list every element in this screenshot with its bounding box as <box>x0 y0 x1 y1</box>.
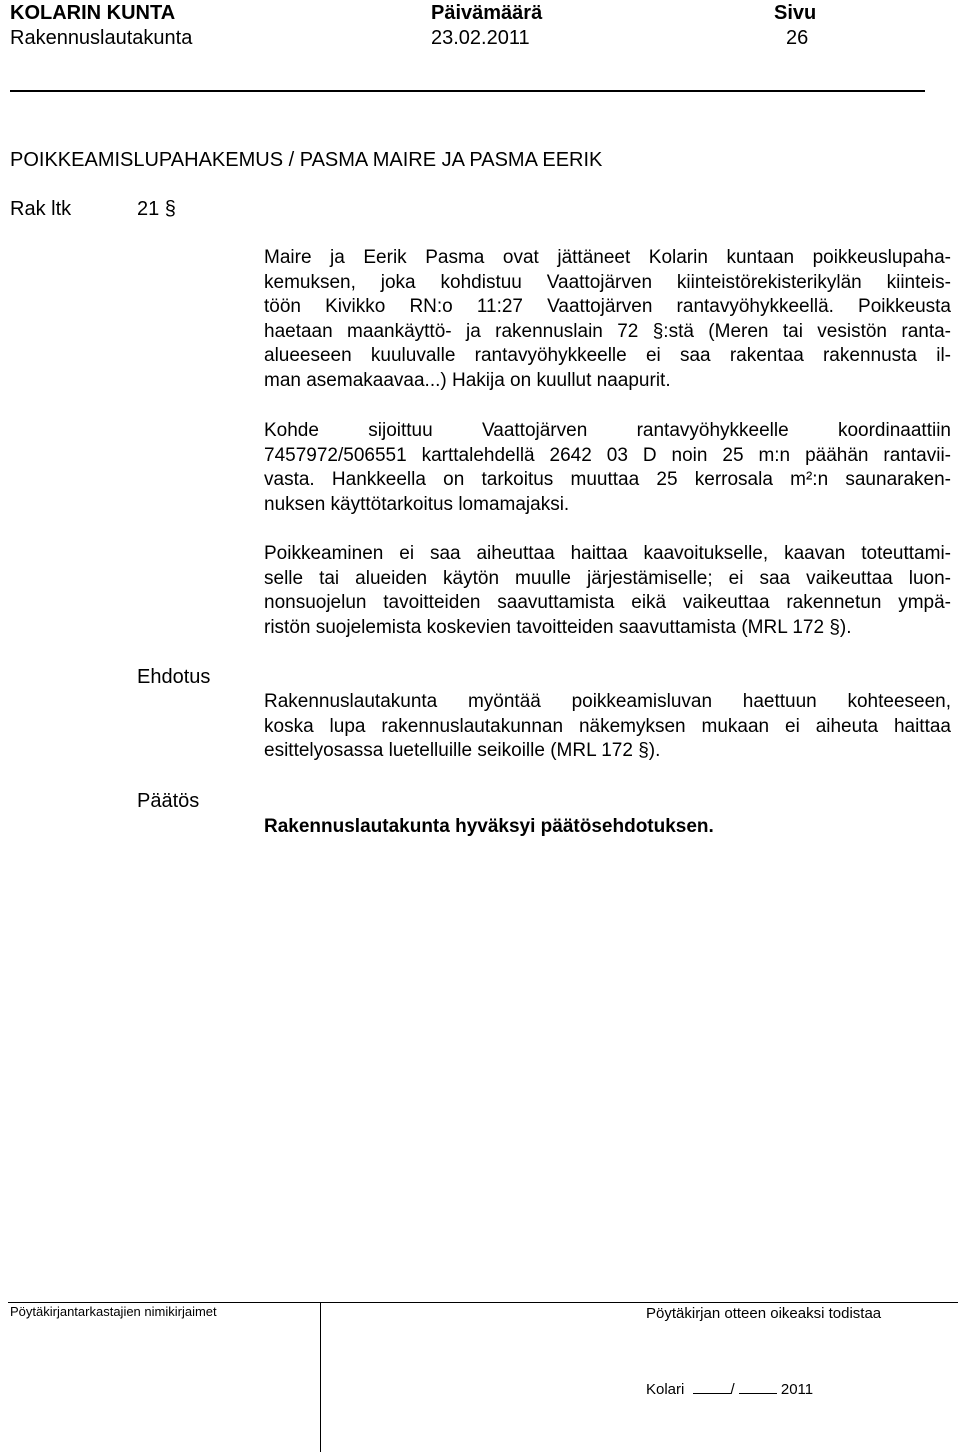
text-line: Maire ja Eerik Pasma ovat jättäneet Kolarin kuntaan poikkeuslupaha- <box>264 247 951 268</box>
decision-label: Päätös <box>137 790 200 812</box>
text-line: ristön suojelemista koskevien tavoitteiden saavuttamista (MRL 172 §). <box>264 616 852 638</box>
header-rule <box>10 90 925 92</box>
text-line: man asemakaavaa...) Hakija on kuullut naapurit. <box>264 369 671 391</box>
text-line: töön Kivikko RN:o 11:27 Vaattojärven rantavyöhykkeellä. Poikkeusta <box>264 296 951 318</box>
day-blank <box>693 1379 731 1394</box>
page-label: Sivu <box>774 2 817 24</box>
paragraph-application <box>264 246 951 394</box>
certification-year: 2011 <box>780 1381 814 1398</box>
municipality-name: KOLARIN KUNTA <box>10 2 176 24</box>
footer-divider <box>320 1302 321 1452</box>
decision-text: Rakennuslautakunta hyväksyi päätösehdotuksen. <box>264 816 714 837</box>
text-line: Poikkeaminen ei saa aiheuttaa haittaa kaavoitukselle, kaavan toteuttami- <box>264 543 951 564</box>
text-line: Rakennuslautakunta myöntää poikkeamisluvan haettuun kohteeseen, <box>264 691 951 712</box>
date-label: Päivämäärä <box>431 2 543 24</box>
text-line: koska lupa rakennuslautakunnan näkemyksen mukaan ei aiheuta haittaa <box>264 715 951 737</box>
text-line: 7457972/506551 karttalehdellä 2642 03 D noin 25 m:n päähän rantavii- <box>264 444 951 466</box>
paragraph-conditions <box>264 542 951 640</box>
place-name: Kolari <box>646 1381 685 1398</box>
section-label: Rak ltk <box>10 198 72 220</box>
certified-label: Pöytäkirjan otteen oikeaksi todistaa <box>646 1305 882 1322</box>
text-line: selle tai alueiden käytön muulle järjestämiselle; ei saa vaikeuttaa luon- <box>264 567 951 589</box>
text-line: Kohde sijoittuu Vaattojärven rantavyöhykkeelle koordinaattiin <box>264 420 951 441</box>
document-title: POIKKEAMISLUPAHAKEMUS / PASMA MAIRE JA PASMA EERIK <box>10 149 603 171</box>
text-line: nuksen käyttötarkoitus lomamajaksi. <box>264 493 570 515</box>
text-line: kemuksen, joka kohdistuu Vaattojärven kiinteistörekisterikylän kiinteis- <box>264 271 951 293</box>
date-separator: / <box>730 1381 735 1398</box>
signatures-label: Pöytäkirjantarkastajien nimikirjaimet <box>10 1304 217 1319</box>
proposal-label: Ehdotus <box>137 666 211 688</box>
section-number: 21 § <box>137 198 176 220</box>
text-line: nonsuojelun tavoitteiden saavuttamista eikä vaikeuttaa rakennetun ympä- <box>264 592 951 614</box>
paragraph-location <box>264 419 951 517</box>
text-line: haetaan maankäyttö- ja rakennuslain 72 §:stä (Meren tai vesistön ranta- <box>264 320 951 342</box>
page-number: 26 <box>786 27 809 49</box>
text-line: alueeseen kuuluvalle rantavyöhykkeelle ei saa rakentaa rakennusta il- <box>264 345 951 367</box>
month-blank <box>739 1379 777 1394</box>
text-line: esittelyosassa luetelluille seikoille (MRL 172 §). <box>264 740 661 762</box>
meeting-date: 23.02.2011 <box>431 27 530 49</box>
text-line: vasta. Hankkeella on tarkoitus muuttaa 25 kerrosala m²:n saunaraken- <box>264 469 951 491</box>
proposal-text <box>264 690 951 764</box>
board-name: Rakennuslautakunta <box>10 27 193 49</box>
certification-date-line <box>646 1379 813 1399</box>
